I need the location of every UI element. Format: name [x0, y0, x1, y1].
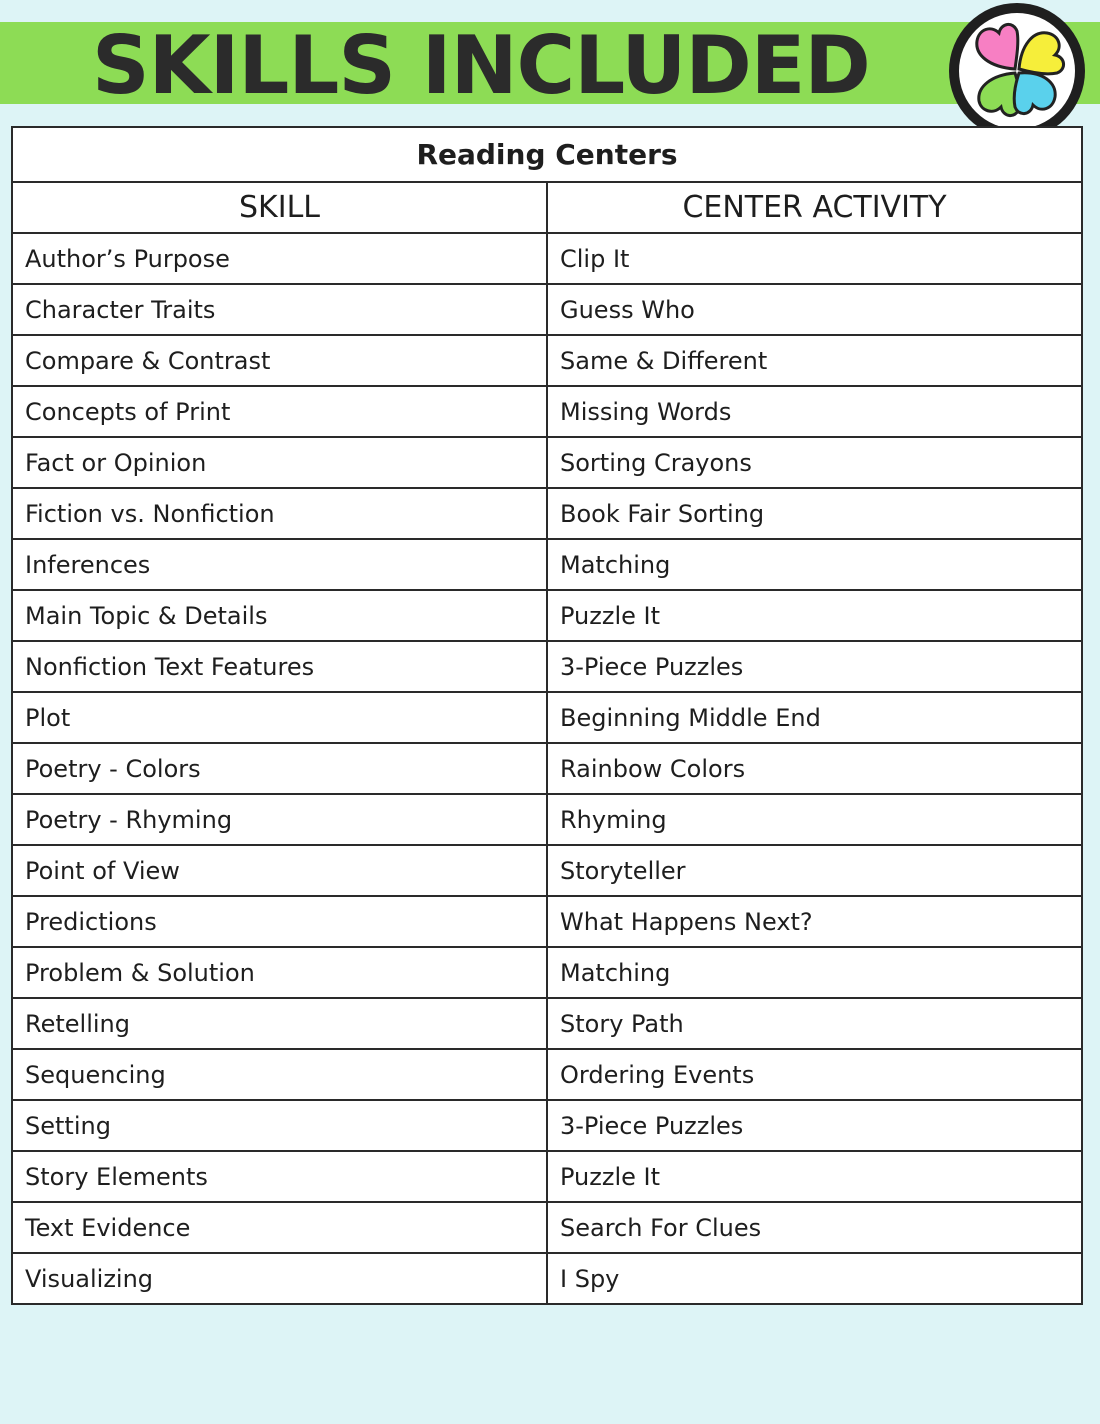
table-row [12, 539, 1082, 590]
skill-cell: Fiction vs. Nonfiction [12, 488, 547, 539]
activity-cell: Puzzle It [547, 590, 1082, 641]
table-row [12, 488, 1082, 539]
activity-cell: Ordering Events [547, 1049, 1082, 1100]
skill-cell: Concepts of Print [12, 386, 547, 437]
activity-cell: Book Fair Sorting [547, 488, 1082, 539]
skill-cell: Author’s Purpose [12, 233, 547, 284]
skill-cell: Point of View [12, 845, 547, 896]
table-row [12, 590, 1082, 641]
activity-cell: Beginning Middle End [547, 692, 1082, 743]
activity-cell: Clip It [547, 233, 1082, 284]
activity-cell: Rhyming [547, 794, 1082, 845]
activity-cell: Matching [547, 947, 1082, 998]
activity-cell: Storyteller [547, 845, 1082, 896]
activity-cell: 3-Piece Puzzles [547, 1100, 1082, 1151]
activity-cell: Missing Words [547, 386, 1082, 437]
skill-cell: Poetry - Rhyming [12, 794, 547, 845]
table-row [12, 998, 1082, 1049]
activity-cell: Sorting Crayons [547, 437, 1082, 488]
table-title-row [12, 127, 1082, 182]
skill-cell: Compare & Contrast [12, 335, 547, 386]
skill-cell: Text Evidence [12, 1202, 547, 1253]
table-row [12, 845, 1082, 896]
activity-cell: 3-Piece Puzzles [547, 641, 1082, 692]
table-row [12, 947, 1082, 998]
skill-cell: Poetry - Colors [12, 743, 547, 794]
skill-cell: Setting [12, 1100, 547, 1151]
skill-cell: Character Traits [12, 284, 547, 335]
skill-cell: Plot [12, 692, 547, 743]
table-row [12, 1253, 1082, 1304]
column-header-center-activity: CENTER ACTIVITY [547, 182, 1082, 233]
table-row [12, 692, 1082, 743]
table-row [12, 1100, 1082, 1151]
four-heart-clover-icon [949, 3, 1085, 139]
skill-cell: Problem & Solution [12, 947, 547, 998]
table-row [12, 1202, 1082, 1253]
table-header-row [12, 182, 1082, 233]
skill-cell: Inferences [12, 539, 547, 590]
table-row [12, 743, 1082, 794]
activity-cell: What Happens Next? [547, 896, 1082, 947]
activity-cell: Search For Clues [547, 1202, 1082, 1253]
skill-cell: Fact or Opinion [12, 437, 547, 488]
activity-cell: Matching [547, 539, 1082, 590]
page-title: SKILLS INCLUDED [92, 19, 870, 112]
skill-cell: Main Topic & Details [12, 590, 547, 641]
skill-cell: Story Elements [12, 1151, 547, 1202]
table-row [12, 386, 1082, 437]
skills-table [11, 126, 1083, 1305]
activity-cell: I Spy [547, 1253, 1082, 1304]
activity-cell: Story Path [547, 998, 1082, 1049]
skill-cell: Predictions [12, 896, 547, 947]
table-row [12, 896, 1082, 947]
skill-cell: Nonfiction Text Features [12, 641, 547, 692]
activity-cell: Rainbow Colors [547, 743, 1082, 794]
column-header-skill: SKILL [12, 182, 547, 233]
table-row [12, 437, 1082, 488]
table-row [12, 233, 1082, 284]
activity-cell: Guess Who [547, 284, 1082, 335]
table-row [12, 641, 1082, 692]
table-row [12, 335, 1082, 386]
activity-cell: Same & Different [547, 335, 1082, 386]
activity-cell: Puzzle It [547, 1151, 1082, 1202]
skill-cell: Retelling [12, 998, 547, 1049]
brand-logo [949, 3, 1085, 139]
table-row [12, 284, 1082, 335]
skill-cell: Visualizing [12, 1253, 547, 1304]
skill-cell: Sequencing [12, 1049, 547, 1100]
table-row [12, 794, 1082, 845]
table-row [12, 1049, 1082, 1100]
table-row [12, 1151, 1082, 1202]
table-title: Reading Centers [12, 127, 1082, 182]
